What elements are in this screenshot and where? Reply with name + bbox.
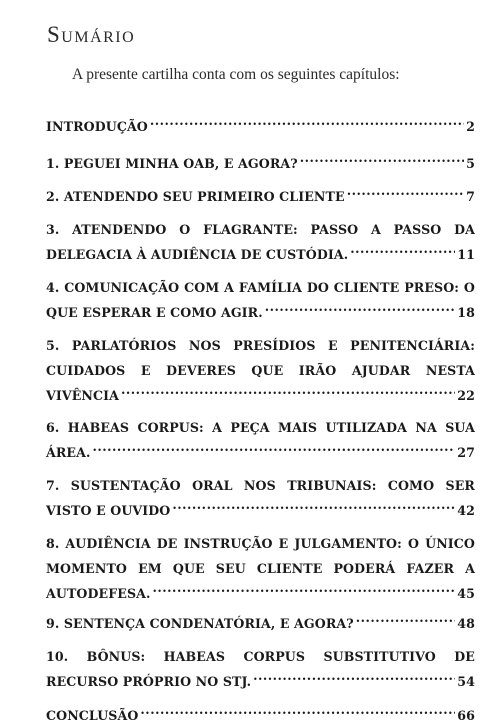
toc-entry-final-line — [46, 184, 475, 209]
toc-entry-text-line: 6. HABEAS CORPUS: A PEÇA MAIS UTILIZADA NA SUA — [46, 420, 475, 435]
toc-entry-label: VISTO E OUVIDO — [46, 503, 171, 518]
dot-leader — [347, 188, 464, 201]
toc-entry[interactable] — [46, 275, 475, 325]
toc-entry-label: DELEGACIA À AUDIÊNCIA DE CUSTÓDIA. — [46, 247, 349, 262]
toc-entry[interactable] — [46, 473, 475, 523]
dot-leader — [350, 246, 455, 259]
toc-entry-final-line — [46, 151, 475, 176]
dot-leader — [356, 615, 456, 628]
toc-entry-final-line — [46, 242, 475, 267]
toc-entry-text-line: CUIDADOS E DEVERES QUE IRÃO AJUDAR NESTA — [46, 363, 475, 378]
toc-page-number: 5 — [466, 156, 475, 171]
dot-leader — [93, 444, 456, 457]
toc-entry-label: 9. SENTENÇA CONDENATÓRIA, E AGORA? — [46, 616, 354, 631]
toc-entry-label: QUE ESPERAR E COMO AGIR. — [46, 305, 263, 320]
toc-entry-label: INTRODUÇÃO — [46, 119, 148, 134]
toc-entry-label: AUTODEFESA. — [46, 586, 151, 601]
toc-entry-final-line — [46, 611, 475, 636]
toc-entry-final-line — [46, 300, 475, 325]
dot-leader — [172, 502, 455, 515]
table-of-contents — [46, 114, 475, 728]
intro-text: A presente cartilha conta com os seguintes capítulos: — [72, 66, 400, 83]
toc-entry-label: ÁREA. — [46, 445, 91, 460]
page-title: Sumário — [47, 22, 136, 47]
toc-entry[interactable] — [46, 333, 475, 408]
toc-entry-final-line — [46, 440, 475, 465]
toc-entry-final-line — [46, 669, 475, 694]
toc-page-number: 22 — [457, 388, 475, 403]
toc-page-number: 18 — [457, 305, 475, 320]
toc-page-number: 45 — [457, 586, 475, 601]
toc-page-number: 27 — [457, 445, 475, 460]
toc-entry-label: 2. ATENDENDO SEU PRIMEIRO CLIENTE — [46, 189, 345, 204]
toc-entry-final-line — [46, 114, 475, 139]
toc-entry-final-line — [46, 498, 475, 523]
toc-entry-final-line — [46, 383, 475, 408]
toc-entry[interactable] — [46, 611, 475, 636]
toc-page-number: 54 — [457, 674, 475, 689]
toc-entry[interactable] — [46, 703, 475, 728]
dot-leader — [140, 707, 455, 720]
toc-entry[interactable] — [46, 531, 475, 606]
toc-entry-text-line: 5. PARLATÓRIOS NOS PRESÍDIOS E PENITENCIÁRIA: — [46, 338, 475, 353]
toc-entry[interactable] — [46, 184, 475, 209]
toc-entry-label: RECURSO PRÓPRIO NO STJ. — [46, 674, 252, 689]
toc-entry[interactable] — [46, 114, 475, 139]
toc-page-number: 48 — [457, 616, 475, 631]
toc-entry-text-line: 10. BÔNUS: HABEAS CORPUS SUBSTITUTIVO DE — [46, 649, 475, 664]
toc-page-number: 42 — [457, 503, 475, 518]
toc-entry-label: VIVÊNCIA — [46, 388, 120, 403]
dot-leader — [265, 304, 456, 317]
toc-entry-text-line: 4. COMUNICAÇÃO COM A FAMÍLIA DO CLIENTE PRESO: O — [46, 280, 475, 295]
toc-page-number: 11 — [457, 247, 475, 262]
toc-entry[interactable] — [46, 217, 475, 267]
toc-entry-text-line: 7. SUSTENTAÇÃO ORAL NOS TRIBUNAIS: COMO SER — [46, 478, 475, 493]
dot-leader — [153, 585, 456, 598]
toc-entry-text-line: MOMENTO EM QUE SEU CLIENTE PODERÁ FAZER A — [46, 561, 475, 576]
toc-entry-label: 1. PEGUEI MINHA OAB, E AGORA? — [46, 156, 298, 171]
toc-entry[interactable] — [46, 151, 475, 176]
toc-page-number: 2 — [466, 119, 475, 134]
toc-page-number: 7 — [466, 189, 475, 204]
toc-entry[interactable] — [46, 644, 475, 694]
toc-entry-final-line — [46, 581, 475, 606]
toc-page-number: 66 — [457, 708, 475, 723]
toc-entry-label: CONCLUSÃO — [46, 708, 139, 723]
toc-entry-text-line: 3. ATENDENDO O FLAGRANTE: PASSO A PASSO DA — [46, 222, 475, 237]
dot-leader — [300, 155, 464, 168]
dot-leader — [253, 673, 455, 686]
toc-entry-final-line — [46, 703, 475, 728]
toc-entry[interactable] — [46, 415, 475, 465]
toc-entry-text-line: 8. AUDIÊNCIA DE INSTRUÇÃO E JULGAMENTO: O ÚNICO — [46, 536, 475, 551]
dot-leader — [121, 387, 455, 400]
dot-leader — [150, 118, 464, 131]
